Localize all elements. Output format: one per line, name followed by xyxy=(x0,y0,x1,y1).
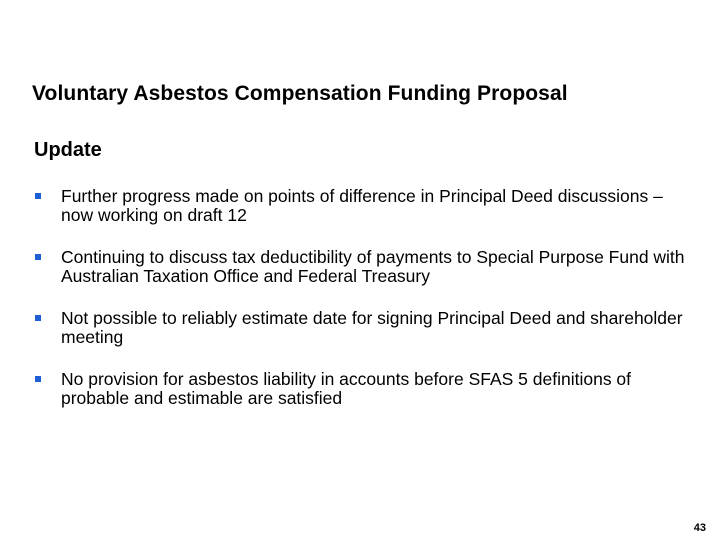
slide-subtitle: Update xyxy=(34,139,102,161)
bullet-item xyxy=(34,248,694,286)
page-number: 43 xyxy=(693,522,706,534)
bullet-list xyxy=(34,187,694,431)
bullet-text: Continuing to discuss tax deductibility of payments to Special Purpose Fund with Australian Taxation Office and Federal Treasury xyxy=(61,247,685,286)
bullet-item xyxy=(34,370,694,408)
bullet-item xyxy=(34,309,694,347)
square-bullet-icon xyxy=(35,376,41,382)
bullet-text: No provision for asbestos liability in accounts before SFAS 5 definitions of probable and estimable are satisfied xyxy=(61,369,632,408)
bullet-text: Not possible to reliably estimate date for signing Principal Deed and shareholder meeting xyxy=(61,308,683,347)
slide-title: Voluntary Asbestos Compensation Funding Proposal xyxy=(32,82,568,105)
square-bullet-icon xyxy=(35,315,41,321)
square-bullet-icon xyxy=(35,193,41,199)
square-bullet-icon xyxy=(35,254,41,260)
bullet-text: Further progress made on points of difference in Principal Deed discussions – now working on draft 12 xyxy=(61,186,663,225)
bullet-item xyxy=(34,187,694,225)
